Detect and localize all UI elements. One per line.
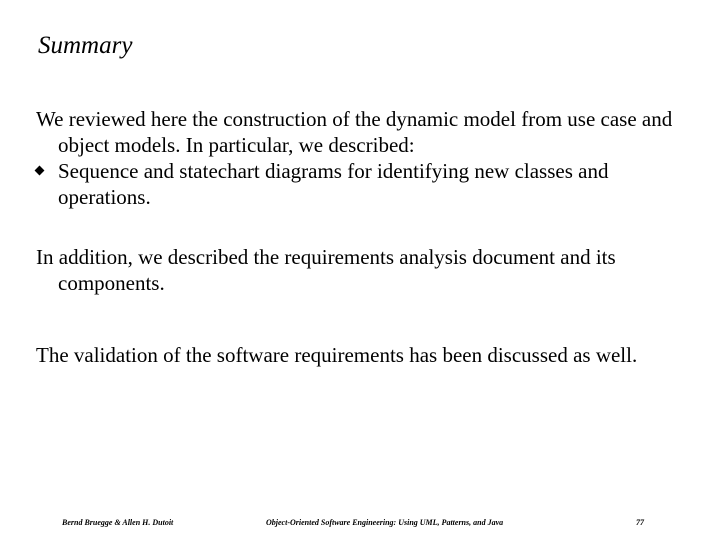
- paragraph-analysis-document: In addition, we described the requirements analysis document and its components.: [36, 245, 616, 295]
- paragraph-intro: We reviewed here the construction of the dynamic model from use case and object models. In particular, we described:: [36, 107, 673, 157]
- bullet-text: Sequence and statechart diagrams for identifying new classes and operations.: [58, 159, 609, 209]
- footer-book-title: Object-Oriented Software Engineering: Using UML, Patterns, and Java: [266, 518, 504, 527]
- paragraph-validation: The validation of the software requirements has been discussed as well.: [36, 343, 638, 367]
- footer-page-number: 77: [636, 518, 644, 527]
- slide-body: [36, 106, 686, 368]
- slide-title: Summary: [38, 32, 133, 59]
- bullet-item: [36, 158, 686, 210]
- footer-authors: Bernd Bruegge & Allen H. Dutoit: [62, 518, 174, 527]
- diamond-bullet-icon: [35, 166, 45, 176]
